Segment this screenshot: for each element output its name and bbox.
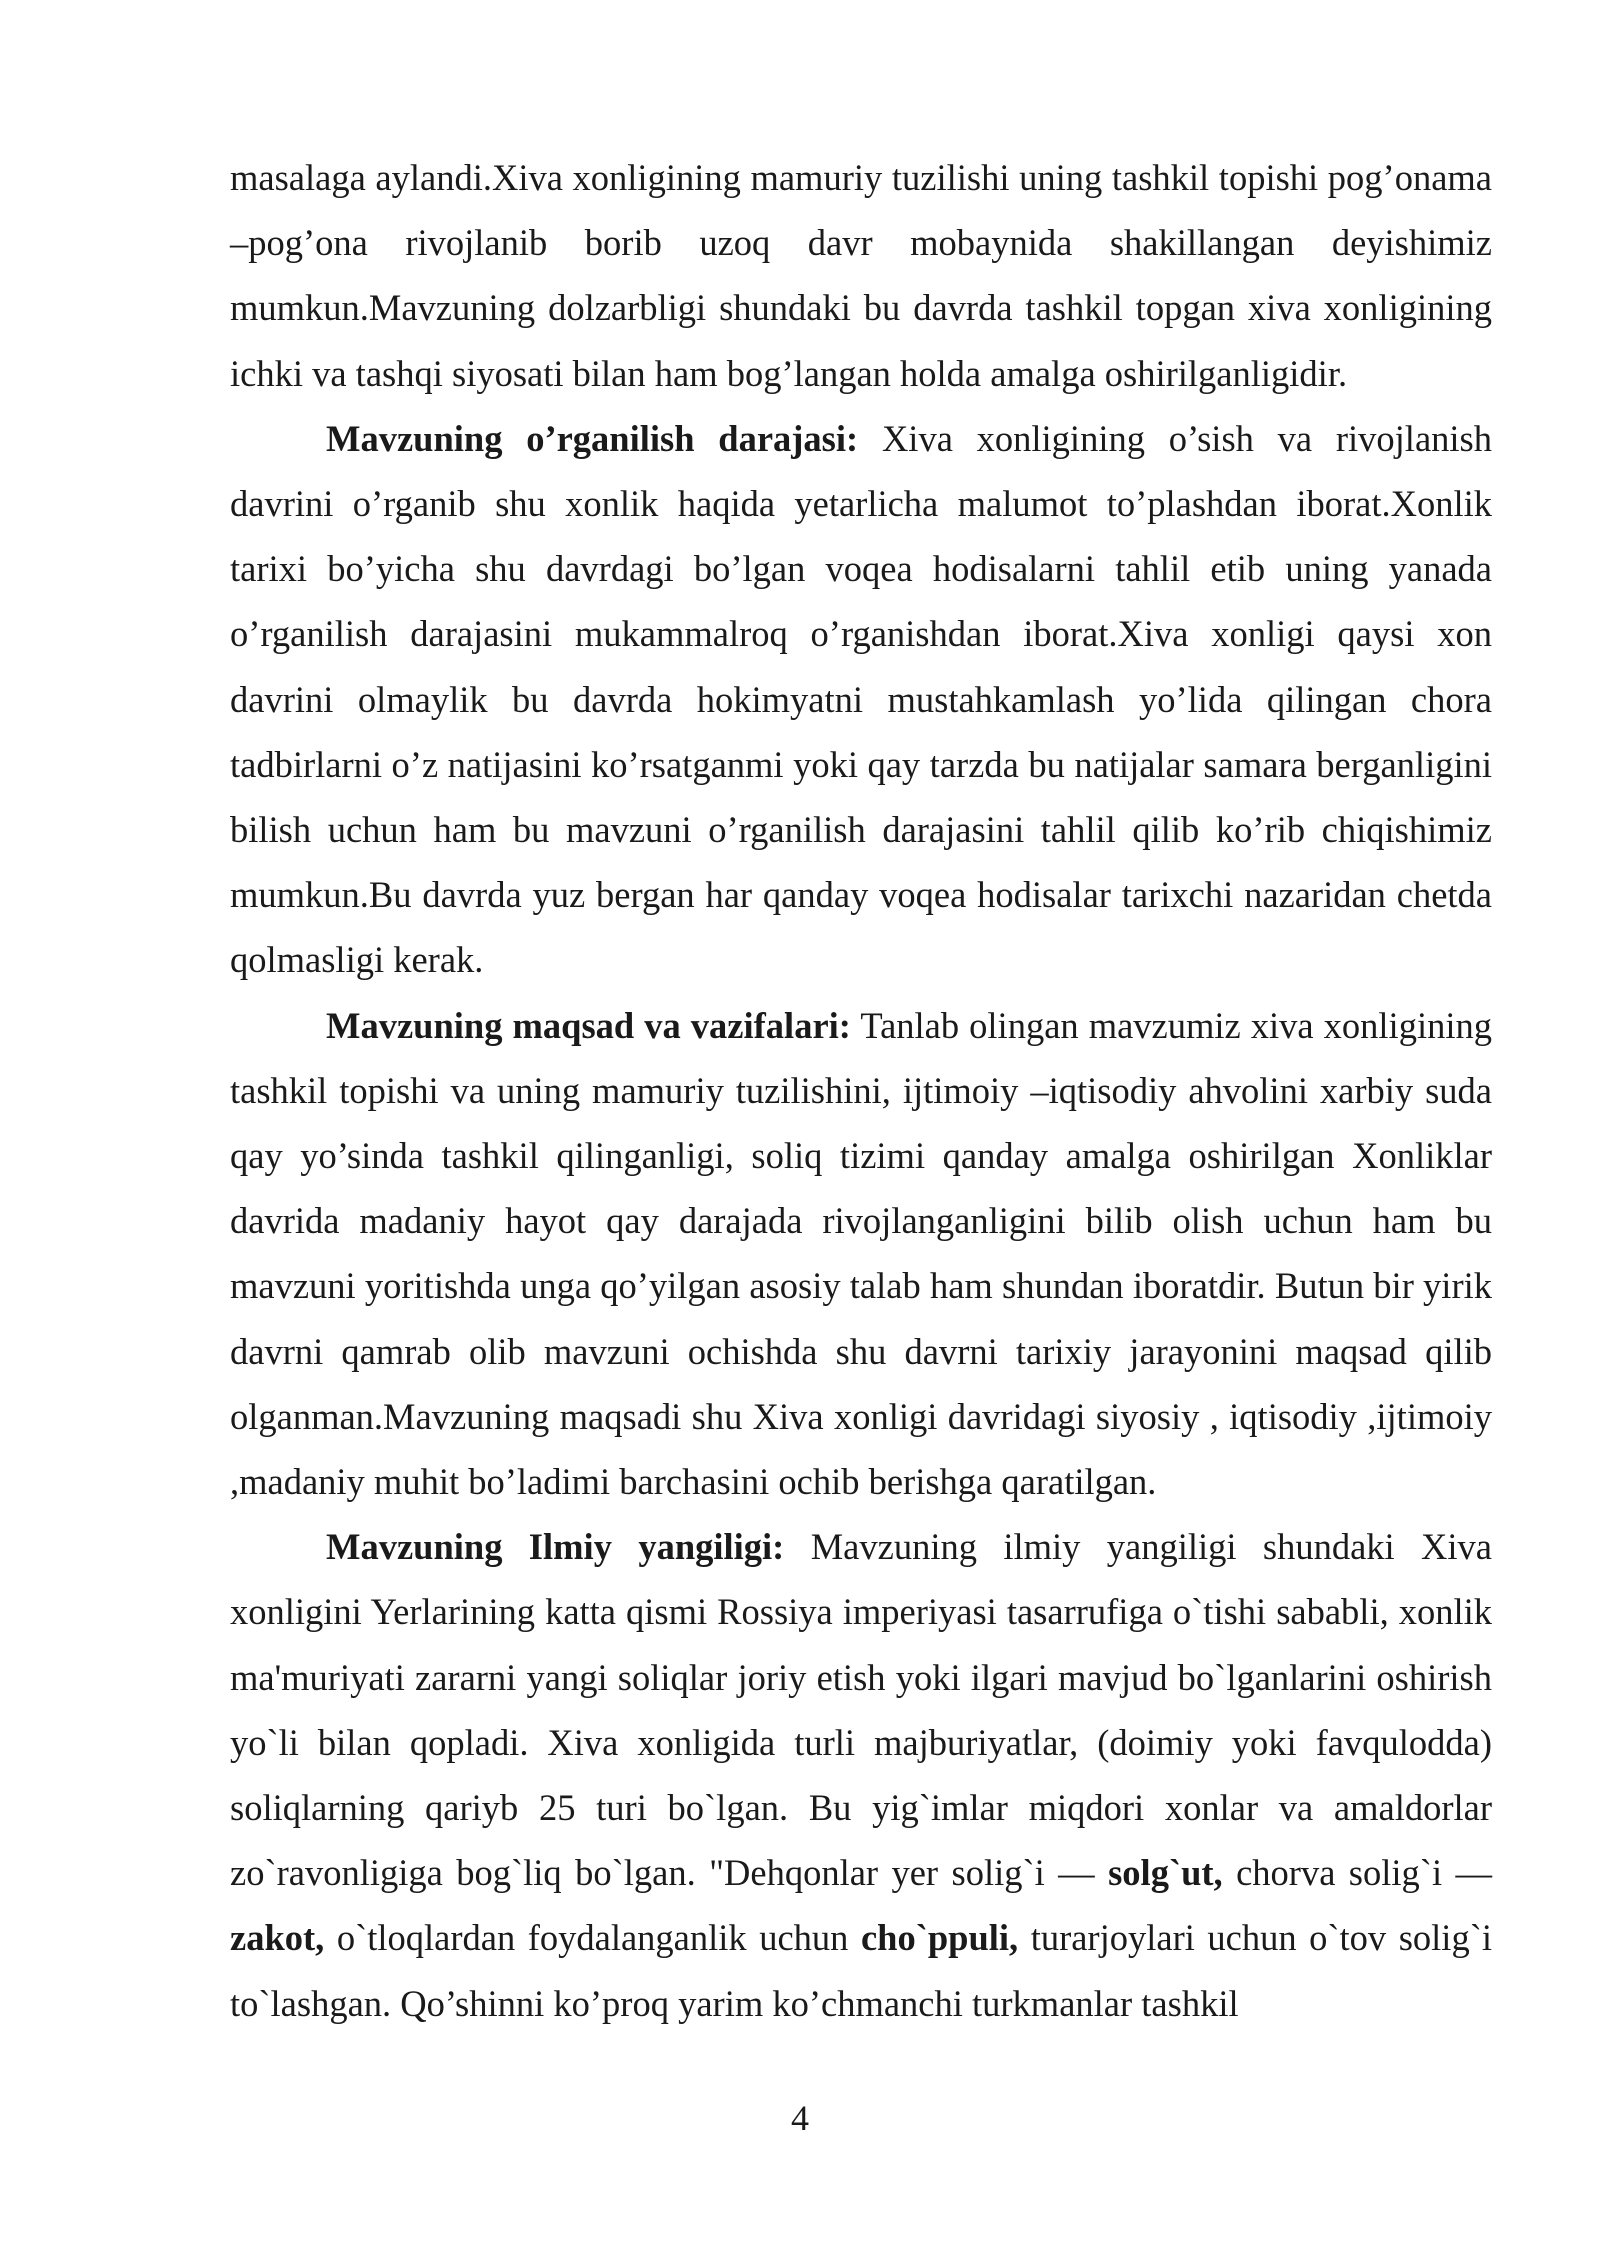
bold-term: Mavzuning maqsad va vazifalari: (326, 1004, 851, 1046)
bold-term: cho`ppuli, (860, 1917, 1019, 1959)
paragraph-goals-tasks (230, 993, 1492, 1515)
text-run: Mavzuning ilmiy yangiligi shundaki Xiva xonligini Yerlarining katta qismi Rossiya imperiyasi tasarrufiga o`tishi sababli, xonlik ma'muriyati zararni yangi soliqlar joriy etish yoki ilgari mavjud bo`lganlarini oshirish yo`li bilan qopladi. Xiva xonligida turli majburiyatlar, (doimiy yoki favqulodda) soliqlarning qariyb 25 turi bo`lgan. Bu yig`imlar miqdori xonlar va amaldorlar zo`ravonligiga bog`liq bo`lgan. "Dehqonlar yer solig`i — (230, 1526, 1492, 1894)
page-number: 4 (791, 2098, 809, 2138)
text-run: Xiva xonligining o’sish va rivojlanish davrini o’rganib shu xonlik haqida yetarlicha malumot to’plashdan iborat.Xonlik tarixi bo’yicha shu davrdagi bo’lgan voqea hodisalarni tahlil etib uning yanada o’rganilish darajasini mukammalroq o’rganishdan iborat.Xiva xonligi qaysi xon davrini olmaylik bu davrda hokimyatni mustahkamlash yo’lida qilingan chora tadbirlarni o’z natijasini ko’rsatganmi yoki qay tarzda bu natijalar samara berganligini bilish uchun ham bu mavzuni o’rganilish darajasini tahlil qilib ko’rib chiqishimiz mumkun.Bu davrda yuz bergan har qanday voqea hodisalar tarixchi nazaridan chetda qolmasligi kerak. (230, 417, 1492, 981)
document-page (230, 145, 1492, 2036)
bold-term: zakot, (230, 1917, 325, 1959)
text-run: o`tloqlardan foydalanganlik uchun (324, 1917, 861, 1959)
paragraph-study-level (230, 406, 1492, 993)
paragraph-scientific-novelty (230, 1514, 1492, 2036)
bold-term: solg`ut, (1108, 1852, 1223, 1894)
bold-term: Mavzuning Ilmiy yangiligi: (326, 1526, 785, 1568)
text-run: chorva solig`i — (1222, 1852, 1492, 1894)
bold-term: Mavzuning o’rganilish darajasi: (326, 417, 859, 459)
text-run: Tanlab olingan mavzumiz xiva xonligining tashkil topishi va uning mamuriy tuzilishini, ijtimoiy –iqtisodiy ahvolini xarbiy suda qay yo’sinda tashkil qilinganligi, soliq tizimi qanday amalga oshirilgan Xonliklar davrida madaniy hayot qay darajada rivojlanganligini bilib olish uchun ham bu mavzuni yoritishda unga qo’yilgan asosiy talab ham shundan iboratdir. Butun bir yirik davrni qamrab olib mavzuni ochishda shu davrni tarixiy jarayonini maqsad qilib olganman.Mavzuning maqsadi shu Xiva xonligi davridagi siyosiy , iqtisodiy ,ijtimoiy ,madaniy muhit bo’ladimi barchasini ochib berishga qaratilgan. (230, 1004, 1492, 1503)
text-run: masalaga aylandi.Xiva xonligining mamuriy tuzilishi uning tashkil topishi pog’onama –pog’ona rivojlanib borib uzoq davr mobaynida shakillangan deyishimiz mumkun.Mavzuning dolzarbligi shundaki bu davrda tashkil topgan xiva xonligining ichki va tashqi siyosati bilan ham bog’langan holda amalga oshirilganligidir. (230, 157, 1492, 394)
paragraph-intro (230, 145, 1492, 406)
text-run: turarjoylari uchun o`tov solig`i to`lashgan. Qo’shinni ko’proq yarim ko’chmanchi turkmanlar tashkil (230, 1917, 1492, 2024)
